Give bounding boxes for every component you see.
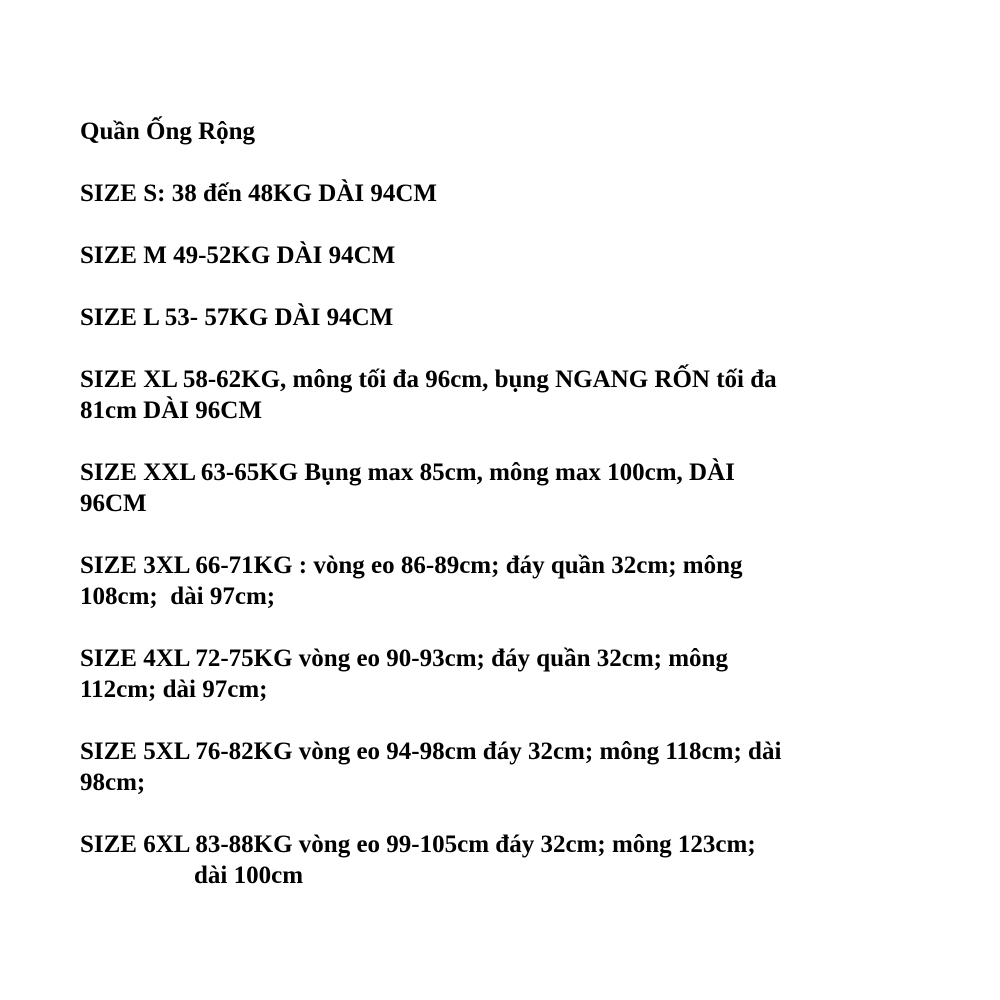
size-xxl-line-2: 96CM <box>80 490 147 517</box>
size-s-line: SIZE S: 38 đến 48KG DÀI 94CM <box>80 180 437 207</box>
size-4xl-line-2: 112cm; dài 97cm; <box>80 676 268 703</box>
size-6xl-line-1: SIZE 6XL 83-88KG vòng eo 99-105cm đáy 32cm; mông 123cm; <box>80 831 756 858</box>
size-3xl-line-2: 108cm; dài 97cm; <box>80 583 276 610</box>
size-l-line: SIZE L 53- 57KG DÀI 94CM <box>80 304 394 331</box>
size-5xl-line-1: SIZE 5XL 76-82KG vòng eo 94-98cm đáy 32cm; mông 118cm; dài <box>80 738 782 765</box>
size-4xl-line-1: SIZE 4XL 72-75KG vòng eo 90-93cm; đáy quần 32cm; mông <box>80 645 728 672</box>
document-title: Quần Ống Rộng <box>80 118 256 145</box>
size-xl-line-1: SIZE XL 58-62KG, mông tối đa 96cm, bụng NGANG RỐN tối đa <box>80 366 777 393</box>
size-xl-line-2: 81cm DÀI 96CM <box>80 397 262 424</box>
size-3xl-line-1: SIZE 3XL 66-71KG : vòng eo 86-89cm; đáy quần 32cm; mông <box>80 552 743 579</box>
size-6xl-line-2: dài 100cm <box>194 862 304 889</box>
size-xxl-line-1: SIZE XXL 63-65KG Bụng max 85cm, mông max 100cm, DÀI <box>80 459 735 486</box>
size-m-line: SIZE M 49-52KG DÀI 94CM <box>80 242 396 269</box>
size-5xl-line-2: 98cm; <box>80 769 146 796</box>
